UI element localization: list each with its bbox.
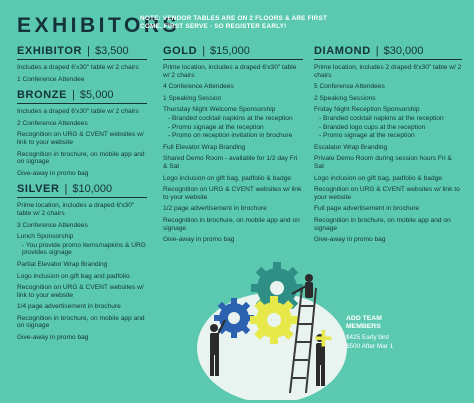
tier-separator: |	[72, 89, 75, 102]
list-item: 1/4 page advertisement in brochure	[17, 303, 121, 311]
list-item: 2 Speaking Sessions	[314, 94, 376, 102]
list-item: Give-away in promo bag	[17, 334, 89, 342]
tier-diamond	[314, 45, 462, 244]
column-right	[314, 45, 462, 250]
list-item: Recognition on URG & CVENT websites w/ link to your website	[17, 284, 144, 299]
list-subitem: - Promo signage at the reception	[168, 123, 264, 131]
list-item: Logo inclusion on gift bag, padfolio & badge	[314, 174, 442, 182]
list-item: Logo inclusion on gift bag, padfolio & badge	[163, 174, 291, 182]
list-item: Thursday Night Welcome Sponsorship	[163, 106, 276, 114]
list-item: Logo inclusion on gift bag and padfolio	[17, 272, 130, 280]
list-item: Includes a draped 6'x30" table w/ 2 chairs	[17, 64, 139, 71]
list-item: Prime location, includes 2 draped 6'x30" table w/ 2 chairs	[314, 64, 462, 79]
add-team-members	[346, 315, 466, 351]
tier-name: GOLD	[163, 45, 198, 57]
list-subitem: - Promo signage at the reception	[319, 132, 415, 140]
addon-title-line2: MEMBERS	[346, 323, 381, 330]
list-item: Recognition in brochure, on mobile app and on signage	[17, 314, 145, 330]
late-price: $500 After Mar 1	[346, 343, 394, 350]
list-item: Full Elevator Wrap Branding	[163, 143, 246, 151]
tier-name: DIAMOND	[314, 45, 371, 57]
list-item: 5 Conference Attendees	[314, 83, 385, 91]
list-subitem: - Branded cocktail napkins at the reception	[319, 114, 444, 122]
tier-header	[17, 89, 147, 104]
tier-separator: |	[375, 45, 379, 57]
yellow-gear-icon	[250, 296, 298, 344]
list-item: Give-away in promo bag	[17, 169, 89, 177]
tier-name: SILVER	[17, 183, 60, 196]
list-item: Private Demo Room during session hours Fri & Sat	[314, 155, 452, 170]
list-item: 1 Conference Attendee	[17, 75, 85, 83]
tier-price: $3,500	[94, 45, 129, 57]
tier-header	[17, 45, 147, 60]
tier-price: $5,000	[79, 89, 114, 102]
tier-name: BRONZE	[17, 89, 68, 102]
tier-gold	[163, 45, 303, 244]
list-item: Full page advertisement in brochure	[314, 205, 420, 213]
list-item: 1/2 page advertisement in brochure	[163, 205, 267, 213]
tier-exhibitor	[17, 45, 147, 83]
column-middle	[163, 45, 303, 250]
list-item: 2 Conference Attendees	[17, 119, 88, 127]
tier-price: $10,000	[72, 183, 113, 196]
list-item: Give-away in promo bag	[314, 236, 386, 244]
list-item: Recognition in brochure, on mobile app and on signage	[163, 216, 300, 232]
list-item: Recognition in brochure, on mobile app and on signage	[17, 150, 145, 166]
list-item: Recognition in brochure, on mobile app and on signage	[314, 216, 451, 232]
list-item: Friday Night Reception Sponsorship	[314, 106, 420, 114]
early-bird-price: $425 Early bird	[346, 334, 389, 341]
list-subitem: - Branded logo cups at the reception	[319, 123, 426, 131]
list-item: Escalator Wrap Branding	[314, 143, 388, 151]
page-title: EXHIBITORS	[17, 14, 180, 37]
tier-silver	[17, 183, 147, 341]
list-subitem: - Branded cocktail napkins at the reception	[168, 114, 293, 122]
list-item: Partial Elevator Wrap Branding	[17, 260, 108, 268]
list-item: Prime location, includes a draped 6'x30" table w/ 2 chairs	[17, 202, 135, 217]
list-item: Recognition on URG & CVENT websites w/ link to your website	[314, 186, 460, 201]
tier-header	[314, 45, 462, 60]
list-subitem: - Promo on reception invitation in brochure	[168, 132, 293, 140]
list-item: 4 Conference Attendees	[163, 83, 234, 91]
list-item: Lunch Sponsorship	[17, 233, 74, 241]
plus-icon: +	[314, 320, 333, 356]
list-item: Recognition on URG & CVENT websites w/ link to your website	[17, 131, 144, 146]
list-item: Recognition on URG & CVENT websites w/ link to your website	[163, 186, 302, 201]
tier-separator: |	[64, 183, 68, 196]
tier-header	[163, 45, 303, 60]
tier-price: $30,000	[383, 45, 424, 57]
tier-price: $15,000	[210, 45, 250, 57]
registration-note: NOTE: VENDOR TABLES ARE ON 2 FLOORS & ARE FIRST COME, FIRST SERVE - SO REGISTER EARLY!	[140, 15, 328, 30]
tier-name: EXHIBITOR	[17, 45, 83, 57]
tier-bronze	[17, 89, 147, 177]
list-subitem: - You provide promo items/napkins & URG provides signage	[22, 241, 146, 257]
list-item: Prime location, includes a draped 6'x30" table w/ 2 chairs	[163, 64, 297, 79]
tier-header	[17, 183, 147, 198]
tier-separator: |	[87, 45, 90, 57]
tier-separator: |	[202, 45, 206, 57]
list-item: Shared Demo Room - available for 1/2 day Fri & Sat	[163, 155, 298, 170]
list-item: 1 Speaking Session	[163, 94, 222, 102]
list-item: 3 Conference Attendees	[17, 221, 88, 229]
addon-title-line1: ADD TEAM	[346, 315, 382, 322]
column-left	[17, 45, 147, 348]
list-item: Includes a draped 6'x30" table w/ 2 chairs	[17, 108, 139, 116]
list-item: Give-away in promo bag	[163, 236, 235, 244]
